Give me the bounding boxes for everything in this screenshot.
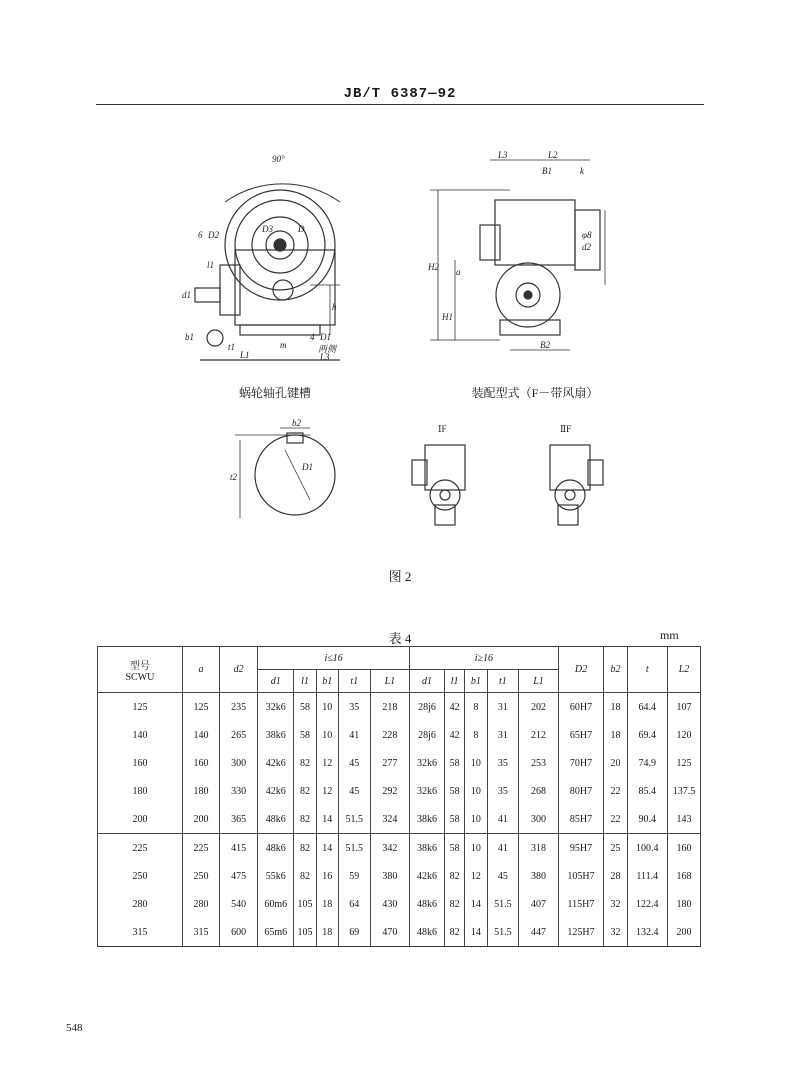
header-L2: L2 bbox=[667, 647, 700, 693]
standard-number: JB/T 6387—92 bbox=[343, 86, 457, 102]
table-cell: 540 bbox=[220, 890, 258, 918]
dim-label: L3 bbox=[498, 150, 508, 160]
table-cell: 45 bbox=[487, 862, 519, 890]
table-cell: 105H7 bbox=[558, 862, 604, 890]
table-cell: 31 bbox=[487, 693, 519, 722]
table-cell: 12 bbox=[316, 749, 338, 777]
table-row bbox=[98, 777, 701, 805]
table-cell: 42k6 bbox=[258, 777, 294, 805]
table-cell: 42k6 bbox=[258, 749, 294, 777]
dim-label: b1 bbox=[185, 332, 194, 342]
table-cell: 35 bbox=[338, 693, 370, 722]
table-cell: 111.4 bbox=[627, 862, 667, 890]
dim-label: D bbox=[298, 224, 305, 234]
table-cell: 100.4 bbox=[627, 834, 667, 863]
table-cell: 32 bbox=[604, 918, 627, 947]
table-cell: 160 bbox=[667, 834, 700, 863]
dim-label: d2 bbox=[582, 242, 591, 252]
table-cell: 10 bbox=[465, 834, 487, 863]
table-cell: 60m6 bbox=[258, 890, 294, 918]
table-cell: 51.5 bbox=[487, 890, 519, 918]
dim-label: L1 bbox=[240, 350, 250, 360]
dim-label: B2 bbox=[540, 340, 550, 350]
header-sub-d1: d1 bbox=[410, 670, 445, 693]
header-sub-L1: L1 bbox=[370, 670, 409, 693]
dim-label: k bbox=[580, 166, 584, 176]
dim-label: H1 bbox=[442, 312, 453, 322]
table-cell: 12 bbox=[316, 777, 338, 805]
assembly-side-view bbox=[430, 160, 605, 350]
table-cell: 8 bbox=[465, 721, 487, 749]
header-group-i-ge-16: i≥16 bbox=[410, 647, 559, 670]
table-cell: 38k6 bbox=[258, 721, 294, 749]
table-cell: 14 bbox=[465, 890, 487, 918]
table-cell: 137.5 bbox=[667, 777, 700, 805]
dimension-table bbox=[97, 646, 701, 947]
table-cell: 140 bbox=[182, 721, 219, 749]
table-cell: 85.4 bbox=[627, 777, 667, 805]
table-cell: 430 bbox=[370, 890, 409, 918]
header-sub-d1: d1 bbox=[258, 670, 294, 693]
table-cell: 415 bbox=[220, 834, 258, 863]
table-cell: 80H7 bbox=[558, 777, 604, 805]
table-cell: 69.4 bbox=[627, 721, 667, 749]
table-cell: 51.5 bbox=[338, 834, 370, 863]
table-unit: mm bbox=[660, 628, 679, 642]
table-cell: 218 bbox=[370, 693, 409, 722]
table-cell: 10 bbox=[465, 805, 487, 834]
dim-label: D3 bbox=[262, 224, 273, 234]
table-cell: 125H7 bbox=[558, 918, 604, 947]
header-t: t bbox=[627, 647, 667, 693]
header-sub-l1: l1 bbox=[294, 670, 316, 693]
table-cell: 212 bbox=[519, 721, 558, 749]
table-cell: 280 bbox=[182, 890, 219, 918]
table-cell: 380 bbox=[370, 862, 409, 890]
table-cell: 28j6 bbox=[410, 721, 445, 749]
table-cell: 18 bbox=[316, 918, 338, 947]
table-row bbox=[98, 805, 701, 834]
technical-drawing bbox=[180, 150, 620, 550]
table-cell: 318 bbox=[519, 834, 558, 863]
table-cell: 250 bbox=[98, 862, 183, 890]
table-cell: 65H7 bbox=[558, 721, 604, 749]
table-cell: 300 bbox=[519, 805, 558, 834]
view-caption-keyway: 蜗轮轴孔键槽 bbox=[238, 386, 311, 400]
table-cell: 38k6 bbox=[410, 805, 445, 834]
table-cell: 324 bbox=[370, 805, 409, 834]
sub-label: ⅡF bbox=[560, 424, 572, 434]
dim-label: 90° bbox=[272, 154, 285, 164]
table-cell: 200 bbox=[98, 805, 183, 834]
table-cell: 32 bbox=[604, 890, 627, 918]
table-cell: 22 bbox=[604, 777, 627, 805]
table-cell: 35 bbox=[487, 749, 519, 777]
table-cell: 18 bbox=[316, 890, 338, 918]
table-cell: 268 bbox=[519, 777, 558, 805]
table-cell: 28j6 bbox=[410, 693, 445, 722]
table-cell: 342 bbox=[370, 834, 409, 863]
dim-label: φ8 bbox=[582, 230, 592, 240]
table-cell: 132.4 bbox=[627, 918, 667, 947]
table-cell: 225 bbox=[182, 834, 219, 863]
table-cell: 58 bbox=[445, 777, 465, 805]
dim-label: D2 bbox=[208, 230, 219, 240]
table-cell: 69 bbox=[338, 918, 370, 947]
table-cell: 107 bbox=[667, 693, 700, 722]
table-cell: 140 bbox=[98, 721, 183, 749]
table-cell: 180 bbox=[667, 890, 700, 918]
table-cell: 82 bbox=[445, 862, 465, 890]
reducer-front-view bbox=[195, 184, 340, 360]
table-cell: 42 bbox=[445, 693, 465, 722]
table-cell: 25 bbox=[604, 834, 627, 863]
header-rule bbox=[96, 104, 704, 105]
dim-label: t1 bbox=[228, 342, 236, 352]
table-cell: 122.4 bbox=[627, 890, 667, 918]
dim-label: a bbox=[456, 267, 461, 277]
table-cell: 125 bbox=[98, 693, 183, 722]
table-cell: 45 bbox=[338, 777, 370, 805]
figure-caption: 图 2 bbox=[388, 569, 412, 584]
table-cell: 10 bbox=[465, 749, 487, 777]
table-cell: 105 bbox=[294, 890, 316, 918]
table-cell: 41 bbox=[338, 721, 370, 749]
dim-label: h bbox=[332, 302, 337, 312]
iif-view bbox=[550, 445, 603, 525]
table-cell: 292 bbox=[370, 777, 409, 805]
header-sub-l1: l1 bbox=[445, 670, 465, 693]
table-cell: 14 bbox=[465, 918, 487, 947]
table-cell: 58 bbox=[445, 805, 465, 834]
table-cell: 125 bbox=[182, 693, 219, 722]
dim-label: b2 bbox=[292, 418, 301, 428]
table-cell: 228 bbox=[370, 721, 409, 749]
table-cell: 115H7 bbox=[558, 890, 604, 918]
header-b2: b2 bbox=[604, 647, 627, 693]
table-cell: 250 bbox=[182, 862, 219, 890]
table-cell: 31 bbox=[487, 721, 519, 749]
header-sub-t1: t1 bbox=[487, 670, 519, 693]
table-cell: 64 bbox=[338, 890, 370, 918]
table-cell: 51.5 bbox=[338, 805, 370, 834]
header-d2: d2 bbox=[220, 647, 258, 693]
dim-label: m bbox=[280, 340, 287, 350]
table-cell: 42 bbox=[445, 721, 465, 749]
table-row bbox=[98, 749, 701, 777]
header-sub-b1: b1 bbox=[465, 670, 487, 693]
table-cell: 235 bbox=[220, 693, 258, 722]
header-a: a bbox=[182, 647, 219, 693]
table-cell: 180 bbox=[182, 777, 219, 805]
table-cell: 253 bbox=[519, 749, 558, 777]
table-cell: 58 bbox=[445, 749, 465, 777]
table-cell: 447 bbox=[519, 918, 558, 947]
table-cell: 82 bbox=[445, 918, 465, 947]
table-cell: 265 bbox=[220, 721, 258, 749]
table-cell: 10 bbox=[316, 693, 338, 722]
table-caption: 表 4 bbox=[388, 631, 412, 646]
table-cell: 82 bbox=[294, 777, 316, 805]
table-row bbox=[98, 890, 701, 918]
table-cell: 41 bbox=[487, 805, 519, 834]
table-cell: 10 bbox=[465, 777, 487, 805]
table-cell: 58 bbox=[294, 721, 316, 749]
header-group-i-le-16: i≤16 bbox=[258, 647, 410, 670]
dim-label: d1 bbox=[182, 290, 191, 300]
table-row bbox=[98, 918, 701, 947]
table-cell: 45 bbox=[338, 749, 370, 777]
table-cell: 225 bbox=[98, 834, 183, 863]
header-D2: D2 bbox=[558, 647, 604, 693]
table-cell: 200 bbox=[667, 918, 700, 947]
dim-label: 两侧 bbox=[318, 344, 337, 354]
table-cell: 85H7 bbox=[558, 805, 604, 834]
table-cell: 58 bbox=[294, 693, 316, 722]
table-cell: 8 bbox=[465, 693, 487, 722]
table-cell: 95H7 bbox=[558, 834, 604, 863]
table-cell: 82 bbox=[294, 805, 316, 834]
view-caption-assembly: 装配型式（F－带风扇） bbox=[471, 386, 599, 400]
table-cell: 120 bbox=[667, 721, 700, 749]
table-cell: 60H7 bbox=[558, 693, 604, 722]
table-cell: 74.9 bbox=[627, 749, 667, 777]
table-cell: 16 bbox=[316, 862, 338, 890]
table-cell: 48k6 bbox=[258, 834, 294, 863]
table-cell: 14 bbox=[316, 805, 338, 834]
dim-label: 4 bbox=[310, 332, 315, 342]
dim-label: D1 bbox=[302, 462, 313, 472]
table-cell: 18 bbox=[604, 721, 627, 749]
table-cell: 64.4 bbox=[627, 693, 667, 722]
table-cell: 300 bbox=[220, 749, 258, 777]
dim-label: L2 bbox=[548, 150, 558, 160]
table-cell: 125 bbox=[667, 749, 700, 777]
table-cell: 168 bbox=[667, 862, 700, 890]
table-cell: 475 bbox=[220, 862, 258, 890]
dim-label: t2 bbox=[230, 472, 238, 482]
table-row bbox=[98, 834, 701, 863]
header-model: 型号 SCWU bbox=[98, 647, 183, 693]
table-cell: 48k6 bbox=[410, 890, 445, 918]
table-cell: 143 bbox=[667, 805, 700, 834]
table-cell: 35 bbox=[487, 777, 519, 805]
table-cell: 82 bbox=[294, 862, 316, 890]
table-cell: 38k6 bbox=[410, 834, 445, 863]
table-cell: 315 bbox=[182, 918, 219, 947]
table-cell: 277 bbox=[370, 749, 409, 777]
table-cell: 160 bbox=[98, 749, 183, 777]
header-sub-L1: L1 bbox=[519, 670, 558, 693]
keyway-section bbox=[235, 428, 335, 518]
table-cell: 315 bbox=[98, 918, 183, 947]
table-cell: 365 bbox=[220, 805, 258, 834]
table-cell: 600 bbox=[220, 918, 258, 947]
table-cell: 58 bbox=[445, 834, 465, 863]
page-number: 548 bbox=[66, 1022, 83, 1034]
table-cell: 470 bbox=[370, 918, 409, 947]
table-row bbox=[98, 721, 701, 749]
table-cell: 70H7 bbox=[558, 749, 604, 777]
header-sub-b1: b1 bbox=[316, 670, 338, 693]
table-cell: 55k6 bbox=[258, 862, 294, 890]
table-cell: 180 bbox=[98, 777, 183, 805]
table-row bbox=[98, 862, 701, 890]
dim-label: D1 bbox=[320, 332, 331, 342]
table-cell: 14 bbox=[316, 834, 338, 863]
table-cell: 105 bbox=[294, 918, 316, 947]
table-cell: 380 bbox=[519, 862, 558, 890]
table-cell: 12 bbox=[465, 862, 487, 890]
header-sub-t1: t1 bbox=[338, 670, 370, 693]
table-cell: 28 bbox=[604, 862, 627, 890]
dim-label: 6 bbox=[198, 230, 203, 240]
table-cell: 202 bbox=[519, 693, 558, 722]
table-cell: 51.5 bbox=[487, 918, 519, 947]
dim-label: L3 bbox=[320, 352, 330, 362]
table-cell: 82 bbox=[294, 749, 316, 777]
if-view bbox=[412, 445, 465, 525]
dim-label: B1 bbox=[542, 166, 552, 176]
table-cell: 407 bbox=[519, 890, 558, 918]
table-cell: 59 bbox=[338, 862, 370, 890]
dim-label: H2 bbox=[428, 262, 439, 272]
table-cell: 82 bbox=[445, 890, 465, 918]
table-cell: 10 bbox=[316, 721, 338, 749]
table-cell: 20 bbox=[604, 749, 627, 777]
table-cell: 32k6 bbox=[258, 693, 294, 722]
table-cell: 65m6 bbox=[258, 918, 294, 947]
table-cell: 280 bbox=[98, 890, 183, 918]
table-cell: 160 bbox=[182, 749, 219, 777]
table-cell: 82 bbox=[294, 834, 316, 863]
table-row bbox=[98, 693, 701, 722]
table-cell: 90.4 bbox=[627, 805, 667, 834]
table-cell: 48k6 bbox=[410, 918, 445, 947]
table-cell: 32k6 bbox=[410, 749, 445, 777]
table-cell: 200 bbox=[182, 805, 219, 834]
sub-label: ⅠF bbox=[438, 424, 447, 434]
table-cell: 48k6 bbox=[258, 805, 294, 834]
table-cell: 32k6 bbox=[410, 777, 445, 805]
table-cell: 22 bbox=[604, 805, 627, 834]
dim-label: l1 bbox=[207, 260, 215, 270]
table-cell: 42k6 bbox=[410, 862, 445, 890]
table-cell: 330 bbox=[220, 777, 258, 805]
table-cell: 18 bbox=[604, 693, 627, 722]
table-cell: 41 bbox=[487, 834, 519, 863]
